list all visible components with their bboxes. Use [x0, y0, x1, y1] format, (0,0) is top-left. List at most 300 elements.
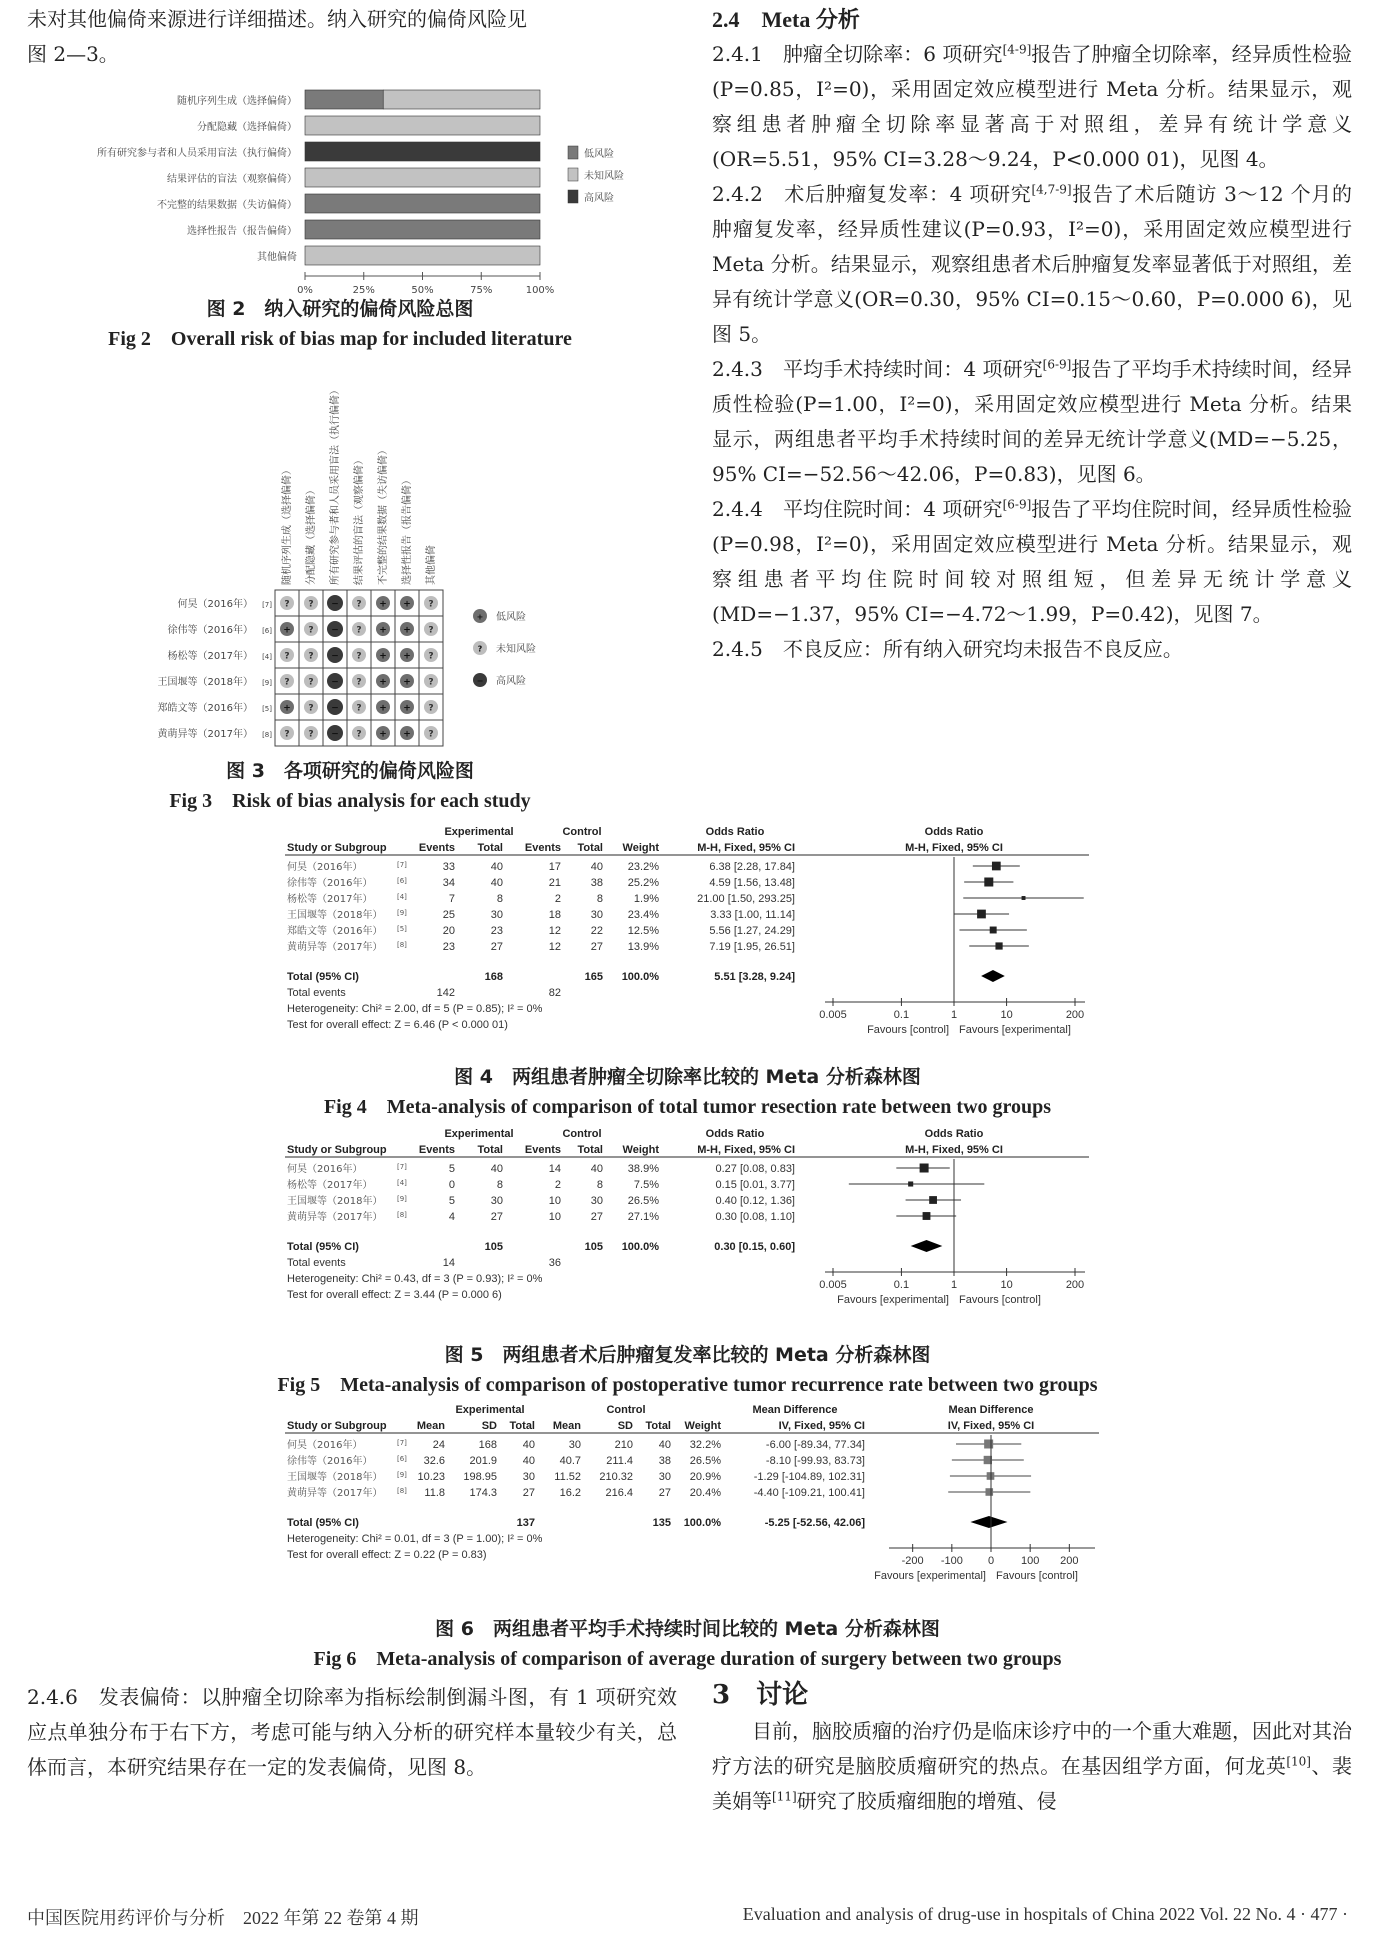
- study-ref: [4]: [397, 1179, 407, 1187]
- total-events-label: Total events: [287, 1257, 346, 1269]
- header-method-plot: M-H, Fixed, 95% CI: [905, 1144, 1003, 1156]
- risk-symbol: +: [379, 651, 387, 662]
- bar-segment: [305, 220, 540, 239]
- overall-effect-text: Test for overall effect: Z = 6.46 (P < 0.000 01): [287, 1019, 508, 1031]
- risk-symbol: −: [331, 703, 339, 714]
- point-estimate: [1022, 896, 1026, 900]
- point-estimate: [984, 878, 993, 887]
- study-name: 何昊（2016年）: [287, 862, 363, 873]
- total-experimental: 105: [484, 1241, 503, 1253]
- study-ref: [7]: [262, 601, 272, 609]
- cell-value: 40: [490, 1163, 503, 1175]
- p241-lead: 2.4.1 肿瘤全切除率：6 项研究: [712, 42, 1003, 66]
- x-tick-label: -200: [901, 1555, 924, 1567]
- risk-symbol: +: [403, 651, 411, 662]
- cell-value: 2: [554, 1179, 561, 1191]
- x-tick-label: 50%: [411, 285, 434, 294]
- header-effect: Odds Ratio: [705, 826, 765, 838]
- study-ref: [8]: [397, 1487, 407, 1495]
- discussion-section: [712, 1676, 1352, 1819]
- study-name: 杨松等（2017年）: [287, 1180, 373, 1191]
- x-tick-label: 10: [1000, 1279, 1013, 1291]
- discussion-text-a: 目前，脑胶质瘤的治疗仍是临床诊疗中的一个重大难题，因此对其治疗方法的研究是脑胶质瘤研究的热点。在基因组学方面，何龙英: [712, 1719, 1352, 1778]
- risk-symbol: ?: [356, 651, 362, 662]
- risk-symbol: ?: [428, 729, 434, 740]
- cell-value: 38: [658, 1455, 671, 1467]
- x-tick-label: 75%: [470, 285, 493, 294]
- legend-label: 未知风险: [496, 644, 536, 655]
- cell-value: 210: [614, 1439, 633, 1451]
- fig4-forest-plot: [285, 822, 1105, 1058]
- paragraph-2-4-3: [712, 352, 1352, 492]
- point-estimate: [985, 1488, 993, 1496]
- total-label: Total (95% CI): [287, 1241, 359, 1253]
- cell-value: 7.19 [1.95, 26.51]: [709, 941, 795, 953]
- study-ref: [9]: [262, 679, 272, 687]
- x-tick-label: 200: [1065, 1009, 1085, 1021]
- cell-value: 2: [554, 893, 561, 905]
- study-ref: [7]: [397, 1439, 407, 1447]
- header-effect-plot: Mean Difference: [948, 1404, 1034, 1416]
- fig6-forest-plot: [285, 1400, 1105, 1612]
- study-name: 王国堰等（2018年）: [287, 910, 383, 921]
- category-label: 分配隐藏（选择偏倚）: [197, 122, 297, 133]
- discussion-text-b: 、裴美娟等: [712, 1754, 1353, 1813]
- risk-symbol: ?: [284, 677, 290, 688]
- bar-segment: [305, 116, 540, 135]
- x-tick-label: 1: [950, 1279, 958, 1291]
- footer-journal-en: Evaluation and analysis of drug-use in hospitals of China 2022 Vol. 22 No. 4 · 477 ·: [742, 1904, 1348, 1924]
- risk-symbol: +: [379, 729, 387, 740]
- study-ref: [9]: [397, 909, 407, 917]
- cell-value: 0.30 [0.08, 1.10]: [715, 1211, 795, 1223]
- cell-value: 40: [658, 1439, 671, 1451]
- study-label: 何昊（2016年）: [177, 599, 253, 610]
- total-events-control: 36: [548, 1257, 561, 1269]
- risk-symbol: +: [403, 703, 411, 714]
- risk-symbol: ?: [308, 703, 314, 714]
- fig6-caption-en: Fig 6 Meta-analysis of comparison of average duration of surgery between two groups: [313, 1648, 1062, 1670]
- header-effect-plot: Odds Ratio: [924, 1128, 984, 1140]
- bar-segment: [305, 246, 540, 265]
- header-effect: Odds Ratio: [705, 1128, 765, 1140]
- cell-value: 27: [490, 1211, 503, 1223]
- point-estimate: [908, 1181, 913, 1186]
- column-header: Total: [577, 1144, 603, 1156]
- cell-value: 7: [448, 893, 455, 905]
- discussion-paragraph: [712, 1714, 1352, 1819]
- cell-value: 17: [548, 861, 561, 873]
- cell-value: 23.4%: [627, 909, 659, 921]
- total-control: 135: [652, 1517, 671, 1529]
- study-ref: [5]: [262, 705, 272, 713]
- cell-value: 27: [658, 1487, 671, 1499]
- header-control: Control: [562, 826, 602, 838]
- intro-line-1: 未对其他偏倚来源进行详细描述。纳入研究的偏倚风险见: [27, 7, 527, 31]
- column-header: Events: [524, 842, 561, 854]
- cell-value: 40: [522, 1439, 535, 1451]
- cell-value: 40: [490, 861, 503, 873]
- risk-symbol: ?: [428, 625, 434, 636]
- risk-symbol: ?: [428, 599, 434, 610]
- column-header: Weight: [622, 1144, 659, 1156]
- x-tick-label: 0.005: [819, 1279, 847, 1291]
- study-name: 徐伟等（2016年）: [287, 878, 373, 889]
- study-name: 王国堰等（2018年）: [287, 1196, 383, 1207]
- point-estimate: [987, 1472, 995, 1480]
- intro-line-2: 图 2—3。: [27, 42, 119, 66]
- cell-value: 30: [490, 909, 503, 921]
- column-header: 结果评估的盲法（观察偏倚）: [354, 455, 365, 585]
- header-effect-plot: Odds Ratio: [924, 826, 984, 838]
- fig3-caption-en: Fig 3 Risk of bias analysis for each study: [169, 790, 531, 812]
- legend-swatch: [568, 146, 578, 159]
- cell-value: 27: [490, 941, 503, 953]
- cell-value: 168: [478, 1439, 497, 1451]
- study-ref: [4]: [262, 653, 272, 661]
- header-method-plot: M-H, Fixed, 95% CI: [905, 842, 1003, 854]
- intro-paragraph: [27, 2, 677, 72]
- column-header: Total: [645, 1420, 671, 1432]
- header-experimental: Experimental: [455, 1404, 525, 1416]
- heterogeneity-text: Heterogeneity: Chi² = 0.43, df = 3 (P = 0.93); I² = 0%: [287, 1273, 543, 1285]
- citation: [11]: [772, 1789, 797, 1804]
- column-header: IV, Fixed, 95% CI: [778, 1420, 865, 1432]
- bar-segment: [305, 194, 540, 213]
- risk-symbol: +: [379, 703, 387, 714]
- category-label: 所有研究参与者和人员采用盲法（执行偏倚）: [97, 148, 297, 159]
- study-ref: [9]: [397, 1471, 407, 1479]
- cell-value: 32.2%: [689, 1439, 721, 1451]
- column-header: 分配隐藏（选择偏倚）: [306, 485, 317, 585]
- cell-value: 201.9: [469, 1455, 497, 1467]
- study-name: 黄萌异等（2017年）: [287, 1212, 383, 1223]
- cell-value: 10: [548, 1195, 561, 1207]
- cell-value: 18: [548, 909, 561, 921]
- column-header: Total: [477, 1144, 503, 1156]
- total-events-experimental: 14: [442, 1257, 455, 1269]
- study-name: 王国堰等（2018年）: [287, 1472, 383, 1483]
- legend-label: 低风险: [496, 612, 526, 623]
- cell-value: 210.32: [599, 1471, 633, 1483]
- legend-label: 低风险: [584, 149, 614, 160]
- cell-value: 4.59 [1.56, 13.48]: [709, 877, 795, 889]
- total-label: Total (95% CI): [287, 971, 359, 983]
- risk-symbol: +: [403, 729, 411, 740]
- legend-swatch: [568, 168, 578, 181]
- risk-symbol: ?: [308, 677, 314, 688]
- point-estimate: [984, 1440, 993, 1449]
- point-estimate: [992, 862, 1001, 871]
- p242-body: 报告了术后随访 3～12 个月的肿瘤复发率，经异质性建议(P=0.93，I²=0)，采用固定效应模型进行 Meta 分析。结果显示，观察组患者术后肿瘤复发率显著低于对照组，差异有统计学意义(OR=0.30，95% CI=0.15～0.60，P=0.000 6)，见图 5。: [712, 182, 1352, 346]
- header-experimental: Experimental: [444, 1128, 514, 1140]
- pooled-diamond: [970, 1516, 1007, 1528]
- study-label: 徐伟等（2016年）: [167, 625, 253, 636]
- favours-right-label: Favours [control]: [996, 1570, 1078, 1582]
- bar-segment: [383, 90, 540, 109]
- study-label: 黄萌异等（2017年）: [157, 729, 253, 740]
- bar-segment: [305, 142, 540, 161]
- study-label: 王国堰等（2018年）: [157, 677, 253, 688]
- x-tick-label: 1: [950, 1009, 958, 1021]
- study-ref: [6]: [397, 877, 407, 885]
- cell-value: 30: [658, 1471, 671, 1483]
- cell-value: 25: [442, 909, 455, 921]
- cell-value: 40.7: [559, 1455, 581, 1467]
- column-header: 不完整的结果数据（失访偏倚）: [378, 445, 389, 585]
- cell-value: 11.8: [424, 1487, 445, 1499]
- pooled-diamond: [981, 970, 1005, 982]
- fig5-forest-plot: [285, 1124, 1105, 1338]
- risk-symbol: −: [331, 651, 339, 662]
- fig5-caption-cn: 图 5 两组患者术后肿瘤复发率比较的 Meta 分析森林图: [444, 1344, 931, 1366]
- cell-value: 8: [596, 893, 603, 905]
- citation: [4-9]: [1002, 42, 1032, 57]
- category-label: 不完整的结果数据（失访偏倚）: [157, 200, 297, 211]
- header-effect: Mean Difference: [752, 1404, 838, 1416]
- risk-symbol: +: [403, 599, 411, 610]
- x-tick-label: 100: [1020, 1555, 1040, 1567]
- cell-value: 1.9%: [633, 893, 659, 905]
- total-effect: 5.51 [3.28, 9.24]: [714, 971, 795, 983]
- header-study: Study or Subgroup: [287, 1420, 387, 1432]
- total-control: 105: [584, 1241, 603, 1253]
- cell-value: 22: [590, 925, 603, 937]
- total-events-label: Total events: [287, 987, 346, 999]
- x-tick-label: 200: [1060, 1555, 1079, 1567]
- category-label: 结果评估的盲法（观察偏倚）: [167, 174, 297, 185]
- cell-value: 13.9%: [627, 941, 659, 953]
- section-title-3: 3 讨论: [712, 1680, 809, 1710]
- point-estimate: [923, 1212, 931, 1220]
- study-ref: [6]: [262, 627, 272, 635]
- x-tick-label: 200: [1065, 1279, 1085, 1291]
- x-tick-label: 10: [1000, 1009, 1013, 1021]
- favours-right-label: Favours [experimental]: [959, 1024, 1071, 1036]
- cell-value: 14: [548, 1163, 561, 1175]
- fig3-caption-cn: 图 3 各项研究的偏倚风险图: [226, 760, 474, 782]
- favours-right-label: Favours [control]: [959, 1294, 1041, 1306]
- cell-value: 30: [490, 1195, 503, 1207]
- column-header: Mean: [552, 1420, 581, 1432]
- column-header: M-H, Fixed, 95% CI: [697, 1144, 795, 1156]
- cell-value: 20.9%: [689, 1471, 721, 1483]
- study-ref: [8]: [397, 941, 407, 949]
- risk-symbol: ?: [284, 729, 290, 740]
- cell-value: 0.27 [0.08, 0.83]: [715, 1163, 795, 1175]
- total-label: Total (95% CI): [287, 1517, 359, 1529]
- legend-label: 未知风险: [584, 171, 624, 182]
- favours-left-label: Favours [experimental]: [874, 1570, 986, 1582]
- cell-value: 10.23: [417, 1471, 445, 1483]
- cell-value: 198.95: [463, 1471, 497, 1483]
- column-header: Events: [524, 1144, 561, 1156]
- point-estimate: [995, 942, 1002, 949]
- discussion-text-c: 研究了胶质瘤细胞的增殖、侵: [796, 1789, 1057, 1813]
- point-estimate: [990, 927, 997, 934]
- heterogeneity-text: Heterogeneity: Chi² = 0.01, df = 3 (P = 1.00); I² = 0%: [287, 1533, 543, 1545]
- cell-value: 16.2: [559, 1487, 581, 1499]
- study-name: 杨松等（2017年）: [287, 894, 373, 905]
- risk-symbol: ?: [308, 729, 314, 740]
- legend-swatch: [568, 190, 578, 203]
- study-name: 何昊（2016年）: [287, 1440, 363, 1451]
- cell-value: 23: [442, 941, 455, 953]
- p243-lead: 2.4.3 平均手术持续时间：4 项研究: [712, 357, 1043, 381]
- study-ref: [6]: [397, 1455, 407, 1463]
- header-study: Study or Subgroup: [287, 842, 387, 854]
- cell-value: 38.9%: [627, 1163, 659, 1175]
- column-header: Events: [418, 842, 455, 854]
- legend-label: 高风险: [584, 193, 614, 204]
- cell-value: 30: [590, 909, 603, 921]
- risk-symbol: ?: [308, 651, 314, 662]
- cell-value: 0.40 [0.12, 1.36]: [715, 1195, 795, 1207]
- citation: [10]: [1286, 1754, 1311, 1769]
- cell-value: 3.33 [1.00, 11.14]: [710, 909, 795, 921]
- column-header: Total: [577, 842, 603, 854]
- cell-value: -8.10 [-99.93, 83.73]: [765, 1455, 865, 1467]
- cell-value: 32.6: [423, 1455, 445, 1467]
- header-control: Control: [562, 1128, 602, 1140]
- column-header: 其他偏倚: [426, 545, 437, 585]
- p243-body: 报告了平均手术持续时间，经异质性检验(P=1.00，I²=0)，采用固定效应模型进行 Meta 分析。结果显示，两组患者平均手术持续时间的差异无统计学意义(MD=−5.25，95% CI=−52.56～42.06，P=0.83)，见图 6。: [712, 357, 1352, 486]
- cell-value: 27: [522, 1487, 535, 1499]
- point-estimate: [920, 1164, 929, 1173]
- risk-symbol: ?: [284, 599, 290, 610]
- column-header: Total: [509, 1420, 535, 1432]
- risk-symbol: ?: [308, 625, 314, 636]
- risk-symbol: ?: [356, 599, 362, 610]
- total-experimental: 168: [484, 971, 503, 983]
- overall-effect-text: Test for overall effect: Z = 3.44 (P = 0.000 6): [287, 1289, 502, 1301]
- cell-value: 27: [590, 1211, 603, 1223]
- cell-value: 25.2%: [627, 877, 659, 889]
- p242-lead: 2.4.2 术后肿瘤复发率：4 项研究: [712, 182, 1032, 206]
- risk-symbol: ?: [428, 677, 434, 688]
- study-ref: [7]: [397, 861, 407, 869]
- study-label: 郑皓文等（2016年）: [157, 703, 253, 714]
- cell-value: 30: [522, 1471, 535, 1483]
- category-label: 其他偏倚: [257, 252, 297, 263]
- fig2-risk-of-bias-bar-chart: [20, 84, 660, 294]
- cell-value: 30: [568, 1439, 581, 1451]
- column-header: Mean: [416, 1420, 445, 1432]
- header-experimental: Experimental: [444, 826, 514, 838]
- cell-value: 5: [448, 1195, 455, 1207]
- cell-value: 8: [596, 1179, 603, 1191]
- citation: [4,7-9]: [1031, 182, 1072, 197]
- cell-value: 174.3: [469, 1487, 497, 1499]
- fig2-caption-en: Fig 2 Overall risk of bias map for included literature: [108, 328, 572, 350]
- x-tick-label: 25%: [352, 285, 375, 294]
- cell-value: 40: [590, 1163, 603, 1175]
- risk-symbol: −: [331, 599, 339, 610]
- column-header: SD: [617, 1420, 633, 1432]
- header-method-plot: IV, Fixed, 95% CI: [947, 1420, 1035, 1432]
- cell-value: 40: [522, 1455, 535, 1467]
- risk-symbol: +: [379, 677, 387, 688]
- cell-value: 12: [548, 925, 561, 937]
- citation: [6-9]: [1002, 497, 1032, 512]
- risk-symbol: ?: [284, 651, 290, 662]
- study-name: 徐伟等（2016年）: [287, 1456, 373, 1467]
- cell-value: 6.38 [2.28, 17.84]: [709, 861, 795, 873]
- risk-symbol: ?: [356, 625, 362, 636]
- paragraph-2-4-5: 2.4.5 不良反应：所有纳入研究均未报告不良反应。: [712, 637, 1183, 661]
- x-tick-label: 0.1: [893, 1279, 910, 1291]
- citation: [6-9]: [1042, 357, 1072, 372]
- cell-value: 40: [490, 877, 503, 889]
- total-weight: 100.0%: [683, 1517, 721, 1529]
- column-header: M-H, Fixed, 95% CI: [697, 842, 795, 854]
- study-ref: [5]: [397, 925, 407, 933]
- cell-value: 0.15 [0.01, 3.77]: [715, 1179, 795, 1191]
- cell-value: 5.56 [1.27, 24.29]: [709, 925, 795, 937]
- risk-symbol: ?: [428, 703, 434, 714]
- study-label: 杨松等（2017年）: [167, 651, 253, 662]
- section-title-2-4: 2.4 Meta 分析: [712, 7, 860, 32]
- risk-symbol: −: [331, 625, 339, 636]
- study-ref: [8]: [397, 1211, 407, 1219]
- risk-symbol: −: [331, 729, 339, 740]
- cell-value: 23: [490, 925, 503, 937]
- risk-symbol: +: [403, 677, 411, 688]
- category-label: 选择性报告（报告偏倚）: [187, 226, 297, 237]
- study-ref: [8]: [262, 731, 272, 739]
- risk-symbol: ?: [356, 703, 362, 714]
- total-control: 165: [584, 971, 603, 983]
- paragraph-2-4-2: [712, 177, 1352, 352]
- paragraph-2-4-6: 2.4.6 发表偏倚：以肿瘤全切除率为指标绘制倒漏斗图，有 1 项研究效应点单独分布于右下方，考虑可能与纳入分析的研究样本量较少有关，总体而言，本研究结果存在一定的发表偏倚，见图 8。: [27, 1685, 677, 1779]
- favours-left-label: Favours [control]: [867, 1024, 949, 1036]
- cell-value: 40: [590, 861, 603, 873]
- cell-value: 23.2%: [627, 861, 659, 873]
- column-header: 选择性报告（报告偏倚）: [402, 475, 413, 585]
- risk-symbol: +: [283, 625, 291, 636]
- cell-value: 12: [548, 941, 561, 953]
- study-name: 黄萌异等（2017年）: [287, 942, 383, 953]
- total-experimental: 137: [516, 1517, 535, 1529]
- cell-value: 21: [548, 877, 561, 889]
- point-estimate: [929, 1196, 937, 1204]
- study-name: 郑皓文等（2016年）: [287, 926, 383, 937]
- cell-value: -1.29 [-104.89, 102.31]: [753, 1471, 865, 1483]
- cell-value: 216.4: [605, 1487, 633, 1499]
- x-tick-label: -100: [940, 1555, 963, 1567]
- header-control: Control: [606, 1404, 646, 1416]
- risk-symbol: +: [379, 625, 387, 636]
- cell-value: 8: [496, 1179, 503, 1191]
- cell-value: 8: [496, 893, 503, 905]
- cell-value: 26.5%: [689, 1455, 721, 1467]
- cell-value: 27.1%: [627, 1211, 659, 1223]
- column-header: SD: [481, 1420, 497, 1432]
- p244-lead: 2.4.4 平均住院时间：4 项研究: [712, 497, 1003, 521]
- total-events-control: 82: [548, 987, 561, 999]
- cell-value: 21.00 [1.50, 293.25]: [697, 893, 795, 905]
- cell-value: 0: [448, 1179, 455, 1191]
- column-header: Total: [477, 842, 503, 854]
- column-header: Events: [418, 1144, 455, 1156]
- legend-symbol: ?: [477, 644, 483, 654]
- study-ref: [4]: [397, 893, 407, 901]
- header-study: Study or Subgroup: [287, 1144, 387, 1156]
- paragraph-2-4-4: [712, 492, 1352, 632]
- total-events-experimental: 142: [436, 987, 455, 999]
- cell-value: 7.5%: [633, 1179, 659, 1191]
- column-header: 所有研究参与者和人员采用盲法（执行偏倚）: [330, 385, 341, 585]
